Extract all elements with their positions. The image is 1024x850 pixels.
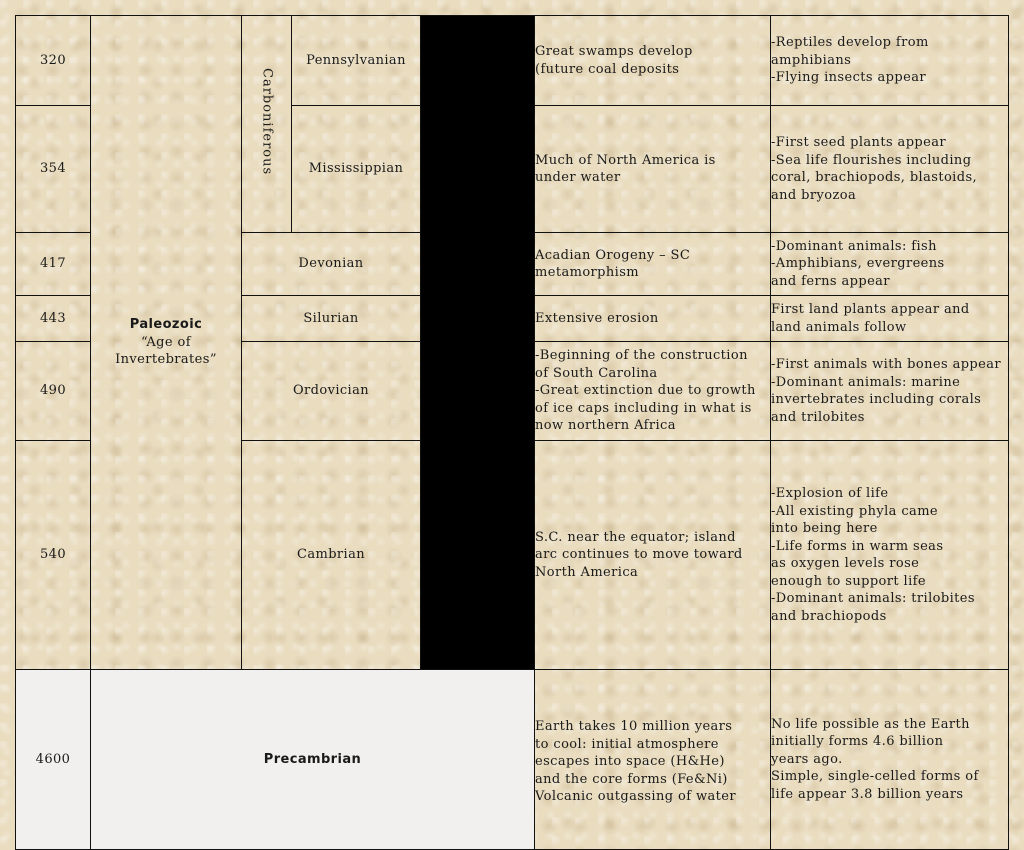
events-text: Earth takes 10 million years to cool: initial atmosphere escapes into space (H&He) and the core forms (Fe&Ni) Volcanic outgassing of water	[535, 719, 736, 805]
life-text: -First animals with bones appear -Dominant animals: marine invertebrates including corals and trilobites	[771, 357, 1002, 425]
period-cell: Pennsylvanian	[292, 16, 421, 106]
events-cell	[535, 296, 771, 342]
events-cell	[535, 441, 771, 670]
period-cell: Silurian	[242, 296, 421, 342]
carboniferous-cell	[242, 16, 292, 233]
events-text: -Beginning of the construction of South Carolina -Great extinction due to growth of ice caps including in what is now northern Africa	[535, 348, 756, 434]
era-subtitle-line2: Invertebrates”	[115, 352, 217, 368]
life-cell	[771, 670, 1009, 850]
carboniferous-label: Carboniferous	[259, 67, 275, 175]
life-cell	[771, 106, 1009, 233]
life-text: -First seed plants appear -Sea life flourishes including coral, brachiopods, blastoids, and bryozoa	[771, 135, 978, 203]
period-cell-precambrian: Precambrian	[91, 670, 535, 850]
events-text: Extensive erosion	[535, 310, 659, 326]
period-cell: Ordovician	[242, 342, 421, 441]
mya-cell: 320	[16, 16, 91, 106]
table-row	[16, 670, 1009, 850]
life-text: -Explosion of life -All existing phyla came into being here -Life forms in warm seas as oxygen levels rose enough to support life -Dominant animals: trilobites and brachiopods	[771, 486, 975, 624]
mya-cell: 540	[16, 441, 91, 670]
period-cell: Cambrian	[242, 441, 421, 670]
events-cell	[535, 106, 771, 233]
period-cell: Mississippian	[292, 106, 421, 233]
events-text: Great swamps develop (future coal deposits	[535, 44, 693, 77]
mya-cell: 354	[16, 106, 91, 233]
mya-cell: 417	[16, 233, 91, 296]
life-cell	[771, 233, 1009, 296]
events-text: Much of North America is under water	[535, 152, 716, 185]
events-cell	[535, 342, 771, 441]
life-text: -Dominant animals: fish -Amphibians, evergreens and ferns appear	[771, 238, 945, 289]
events-text: Acadian Orogeny – SC metamorphism	[535, 247, 691, 280]
life-cell	[771, 441, 1009, 670]
black-divider-bar	[421, 16, 535, 670]
period-cell: Devonian	[242, 233, 421, 296]
table-row	[16, 16, 1009, 106]
events-cell	[535, 16, 771, 106]
events-text: S.C. near the equator; island arc continues to move toward North America	[535, 529, 743, 580]
mya-cell: 443	[16, 296, 91, 342]
life-cell	[771, 16, 1009, 106]
life-text: No life possible as the Earth initially forms 4.6 billion years ago. Simple, single-celled forms of life appear 3.8 billion years	[771, 716, 979, 802]
mya-cell: 4600	[16, 670, 91, 850]
geologic-time-table	[15, 15, 1009, 850]
life-text: -Reptiles develop from amphibians -Flying insects appear	[771, 35, 929, 86]
life-cell	[771, 342, 1009, 441]
life-cell	[771, 296, 1009, 342]
life-text: First land plants appear and land animals follow	[771, 302, 970, 335]
era-subtitle-line1: “Age of	[141, 334, 191, 350]
events-cell	[535, 233, 771, 296]
mya-cell: 490	[16, 342, 91, 441]
events-cell	[535, 670, 771, 850]
era-cell-paleozoic	[91, 16, 242, 670]
era-name: Paleozoic	[129, 317, 203, 333]
